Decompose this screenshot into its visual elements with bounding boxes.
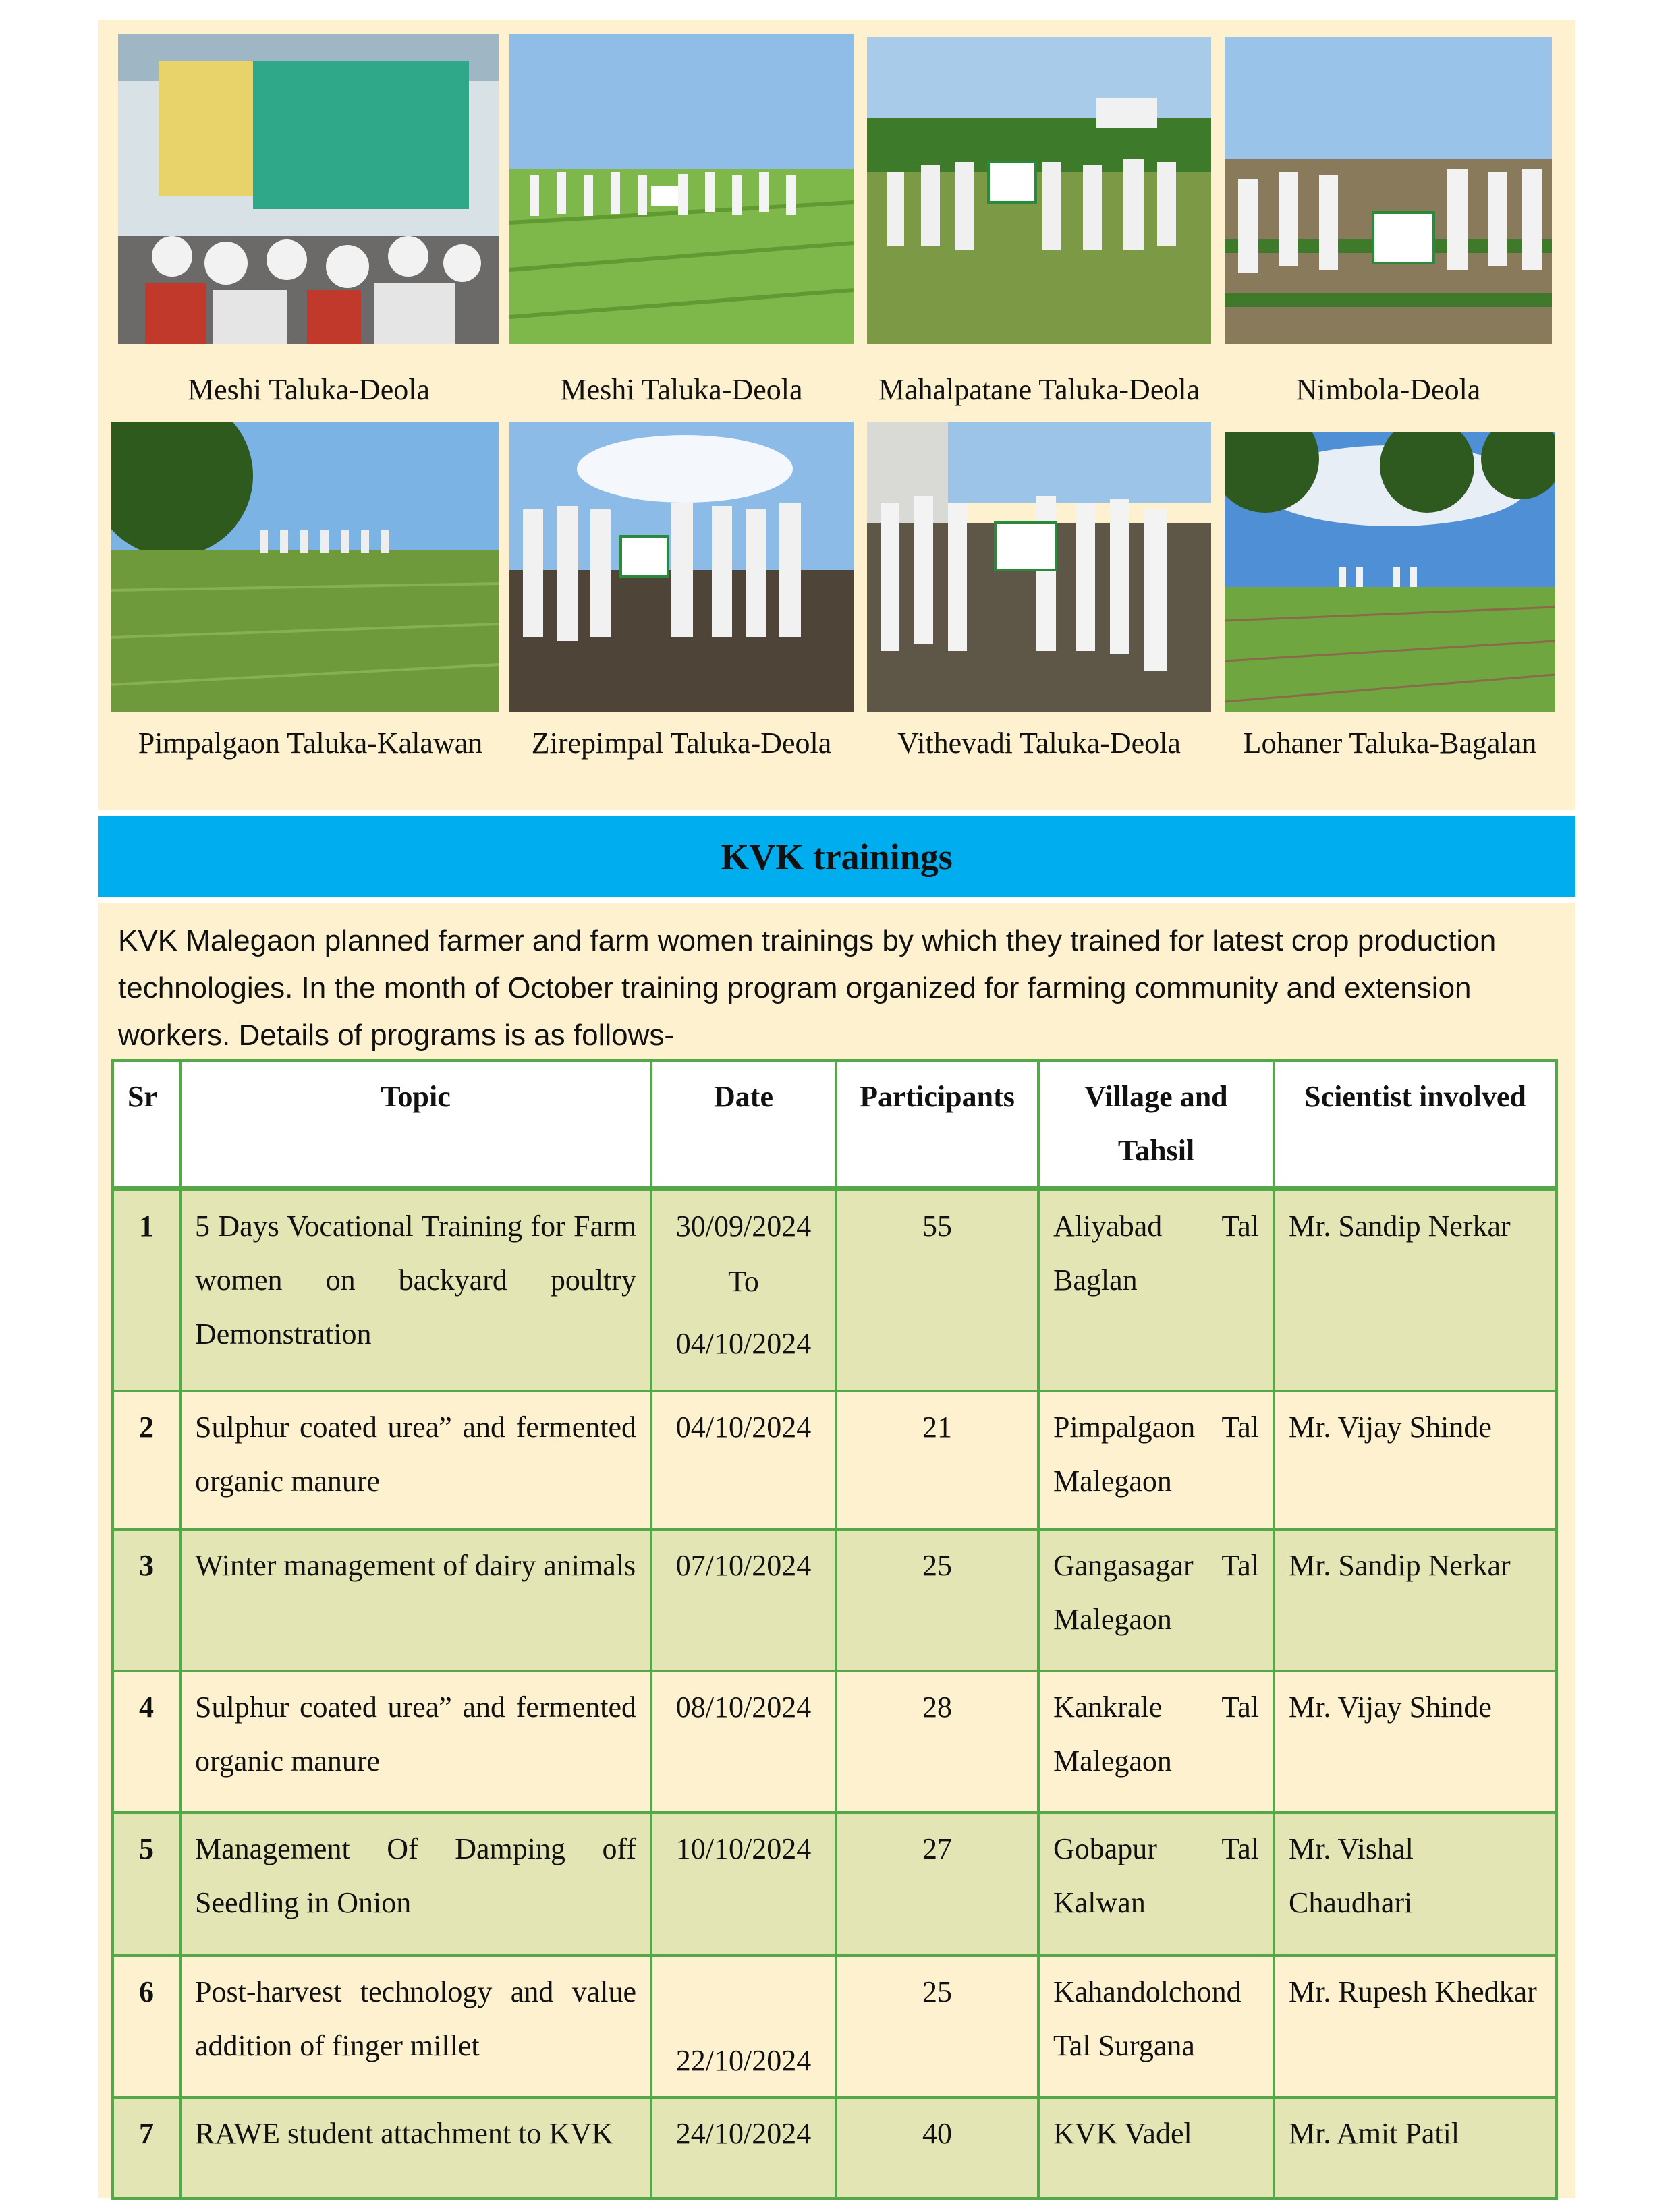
- photo-vithevadi-field: [867, 422, 1211, 712]
- cell-scientist: Mr. Amit Patil: [1274, 2097, 1557, 2199]
- date-to: 04/10/2024: [675, 1327, 812, 1360]
- cell-date: 04/10/2024: [651, 1391, 836, 1529]
- photo-lohaner-field: [1225, 432, 1555, 712]
- cell-date: 24/10/2024: [651, 2097, 836, 2199]
- cell-village: Pimpalgaon Tal Malegaon: [1038, 1391, 1274, 1529]
- photo-caption: Pimpalgaon Taluka-Kalawan: [138, 727, 483, 760]
- cell-village: Kahandolchond Tal Surgana: [1038, 1956, 1274, 2097]
- table-row: [113, 1391, 1557, 1529]
- photo-caption: Lohaner Taluka-Bagalan: [1243, 727, 1537, 760]
- table-row: [113, 1189, 1557, 1391]
- cell-scientist: Mr. Vijay Shinde: [1274, 1671, 1557, 1813]
- photo-caption: Meshi Taluka-Deola: [560, 373, 803, 406]
- cell-scientist: Mr. Sandip Nerkar: [1274, 1189, 1557, 1391]
- cell-date: [651, 1189, 836, 1391]
- cell-date: 07/10/2024: [651, 1529, 836, 1671]
- photo-drip-field-group: [1225, 37, 1552, 344]
- photo-onion-field-group: [509, 34, 854, 344]
- photo-caption: Nimbola-Deola: [1295, 373, 1481, 406]
- table-row: [113, 1671, 1557, 1813]
- cell-scientist: Mr. Vijay Shinde: [1274, 1391, 1557, 1529]
- cell-topic: 5 Days Vocational Training for Farm women on backyard poultry Demonstration: [180, 1189, 651, 1391]
- intro-paragraph: KVK Malegaon planned farmer and farm women trainings by which they trained for latest crop production technologies. In the month of October training program organized for farming community and extension workers. Details of programs is as follows-: [118, 924, 1497, 1052]
- date-to-label: To: [728, 1265, 759, 1298]
- table-row: [113, 1956, 1557, 2097]
- header-topic: Topic: [180, 1060, 651, 1189]
- photo-caption: Vithevadi Taluka-Deola: [897, 727, 1181, 760]
- cell-participants: 25: [836, 1956, 1038, 2097]
- photo-caption: Meshi Taluka-Deola: [187, 373, 430, 406]
- cell-participants: 55: [836, 1189, 1038, 1391]
- cell-date: 08/10/2024: [651, 1671, 836, 1813]
- cell-sr: 1: [113, 1189, 180, 1391]
- photo-field-banner-group: [867, 37, 1211, 344]
- cell-sr: 7: [113, 2097, 180, 2199]
- photo-caption: Zirepimpal Taluka-Deola: [531, 727, 832, 760]
- cell-sr: 6: [113, 1956, 180, 2097]
- header-village: Village and Tahsil: [1038, 1060, 1274, 1189]
- cell-topic: Management Of Damping off Seedling in Onion: [180, 1813, 651, 1956]
- cell-date: 10/10/2024: [651, 1813, 836, 1956]
- table-row: [113, 2097, 1557, 2199]
- cell-scientist: Mr. Sandip Nerkar: [1274, 1529, 1557, 1671]
- cell-village: Gobapur Tal Kalwan: [1038, 1813, 1274, 1956]
- cell-sr: 5: [113, 1813, 180, 1956]
- cell-sr: 4: [113, 1671, 180, 1813]
- header-scientist: Scientist involved: [1274, 1060, 1557, 1189]
- section-title: KVK trainings: [721, 836, 953, 877]
- cell-village: KVK Vadel: [1038, 2097, 1274, 2199]
- cell-participants: 27: [836, 1813, 1038, 1956]
- cell-date: [651, 1956, 836, 2097]
- section-banner: [98, 816, 1575, 897]
- photo-training-shed: [118, 34, 499, 344]
- header-sr: Sr: [113, 1060, 180, 1189]
- cell-scientist: Mr. Vishal Chaudhari: [1274, 1813, 1557, 1956]
- cell-topic: Sulphur coated urea” and fermented organic manure: [180, 1671, 651, 1813]
- trainings-table: [111, 1059, 1558, 2200]
- photo-caption: Mahalpatane Taluka-Deola: [878, 373, 1200, 406]
- photo-pimpalgaon-field: [111, 422, 499, 712]
- cell-village: Aliyabad Tal Baglan: [1038, 1189, 1274, 1391]
- cell-village: Gangasagar Tal Malegaon: [1038, 1529, 1274, 1671]
- photo-zirepimpal-field: [509, 422, 854, 712]
- cell-participants: 40: [836, 2097, 1038, 2199]
- table-row: [113, 1813, 1557, 1956]
- cell-topic: Post-harvest technology and value addition of finger millet: [180, 1956, 651, 2097]
- cell-topic: Sulphur coated urea” and fermented organic manure: [180, 1391, 651, 1529]
- cell-participants: 21: [836, 1391, 1038, 1529]
- date-value: 22/10/2024: [675, 2044, 812, 2077]
- cell-participants: 25: [836, 1529, 1038, 1671]
- cell-sr: 3: [113, 1529, 180, 1671]
- table-row: [113, 1529, 1557, 1671]
- table-header-row: [113, 1060, 1557, 1189]
- cell-village: Kankrale Tal Malegaon: [1038, 1671, 1274, 1813]
- cell-topic: Winter management of dairy animals: [180, 1529, 651, 1671]
- header-date: Date: [651, 1060, 836, 1189]
- cell-topic: RAWE student attachment to KVK: [180, 2097, 651, 2199]
- date-from: 30/09/2024: [675, 1210, 812, 1243]
- header-participants: Participants: [836, 1060, 1038, 1189]
- cell-scientist: Mr. Rupesh Khedkar: [1274, 1956, 1557, 2097]
- cell-sr: 2: [113, 1391, 180, 1529]
- cell-participants: 28: [836, 1671, 1038, 1813]
